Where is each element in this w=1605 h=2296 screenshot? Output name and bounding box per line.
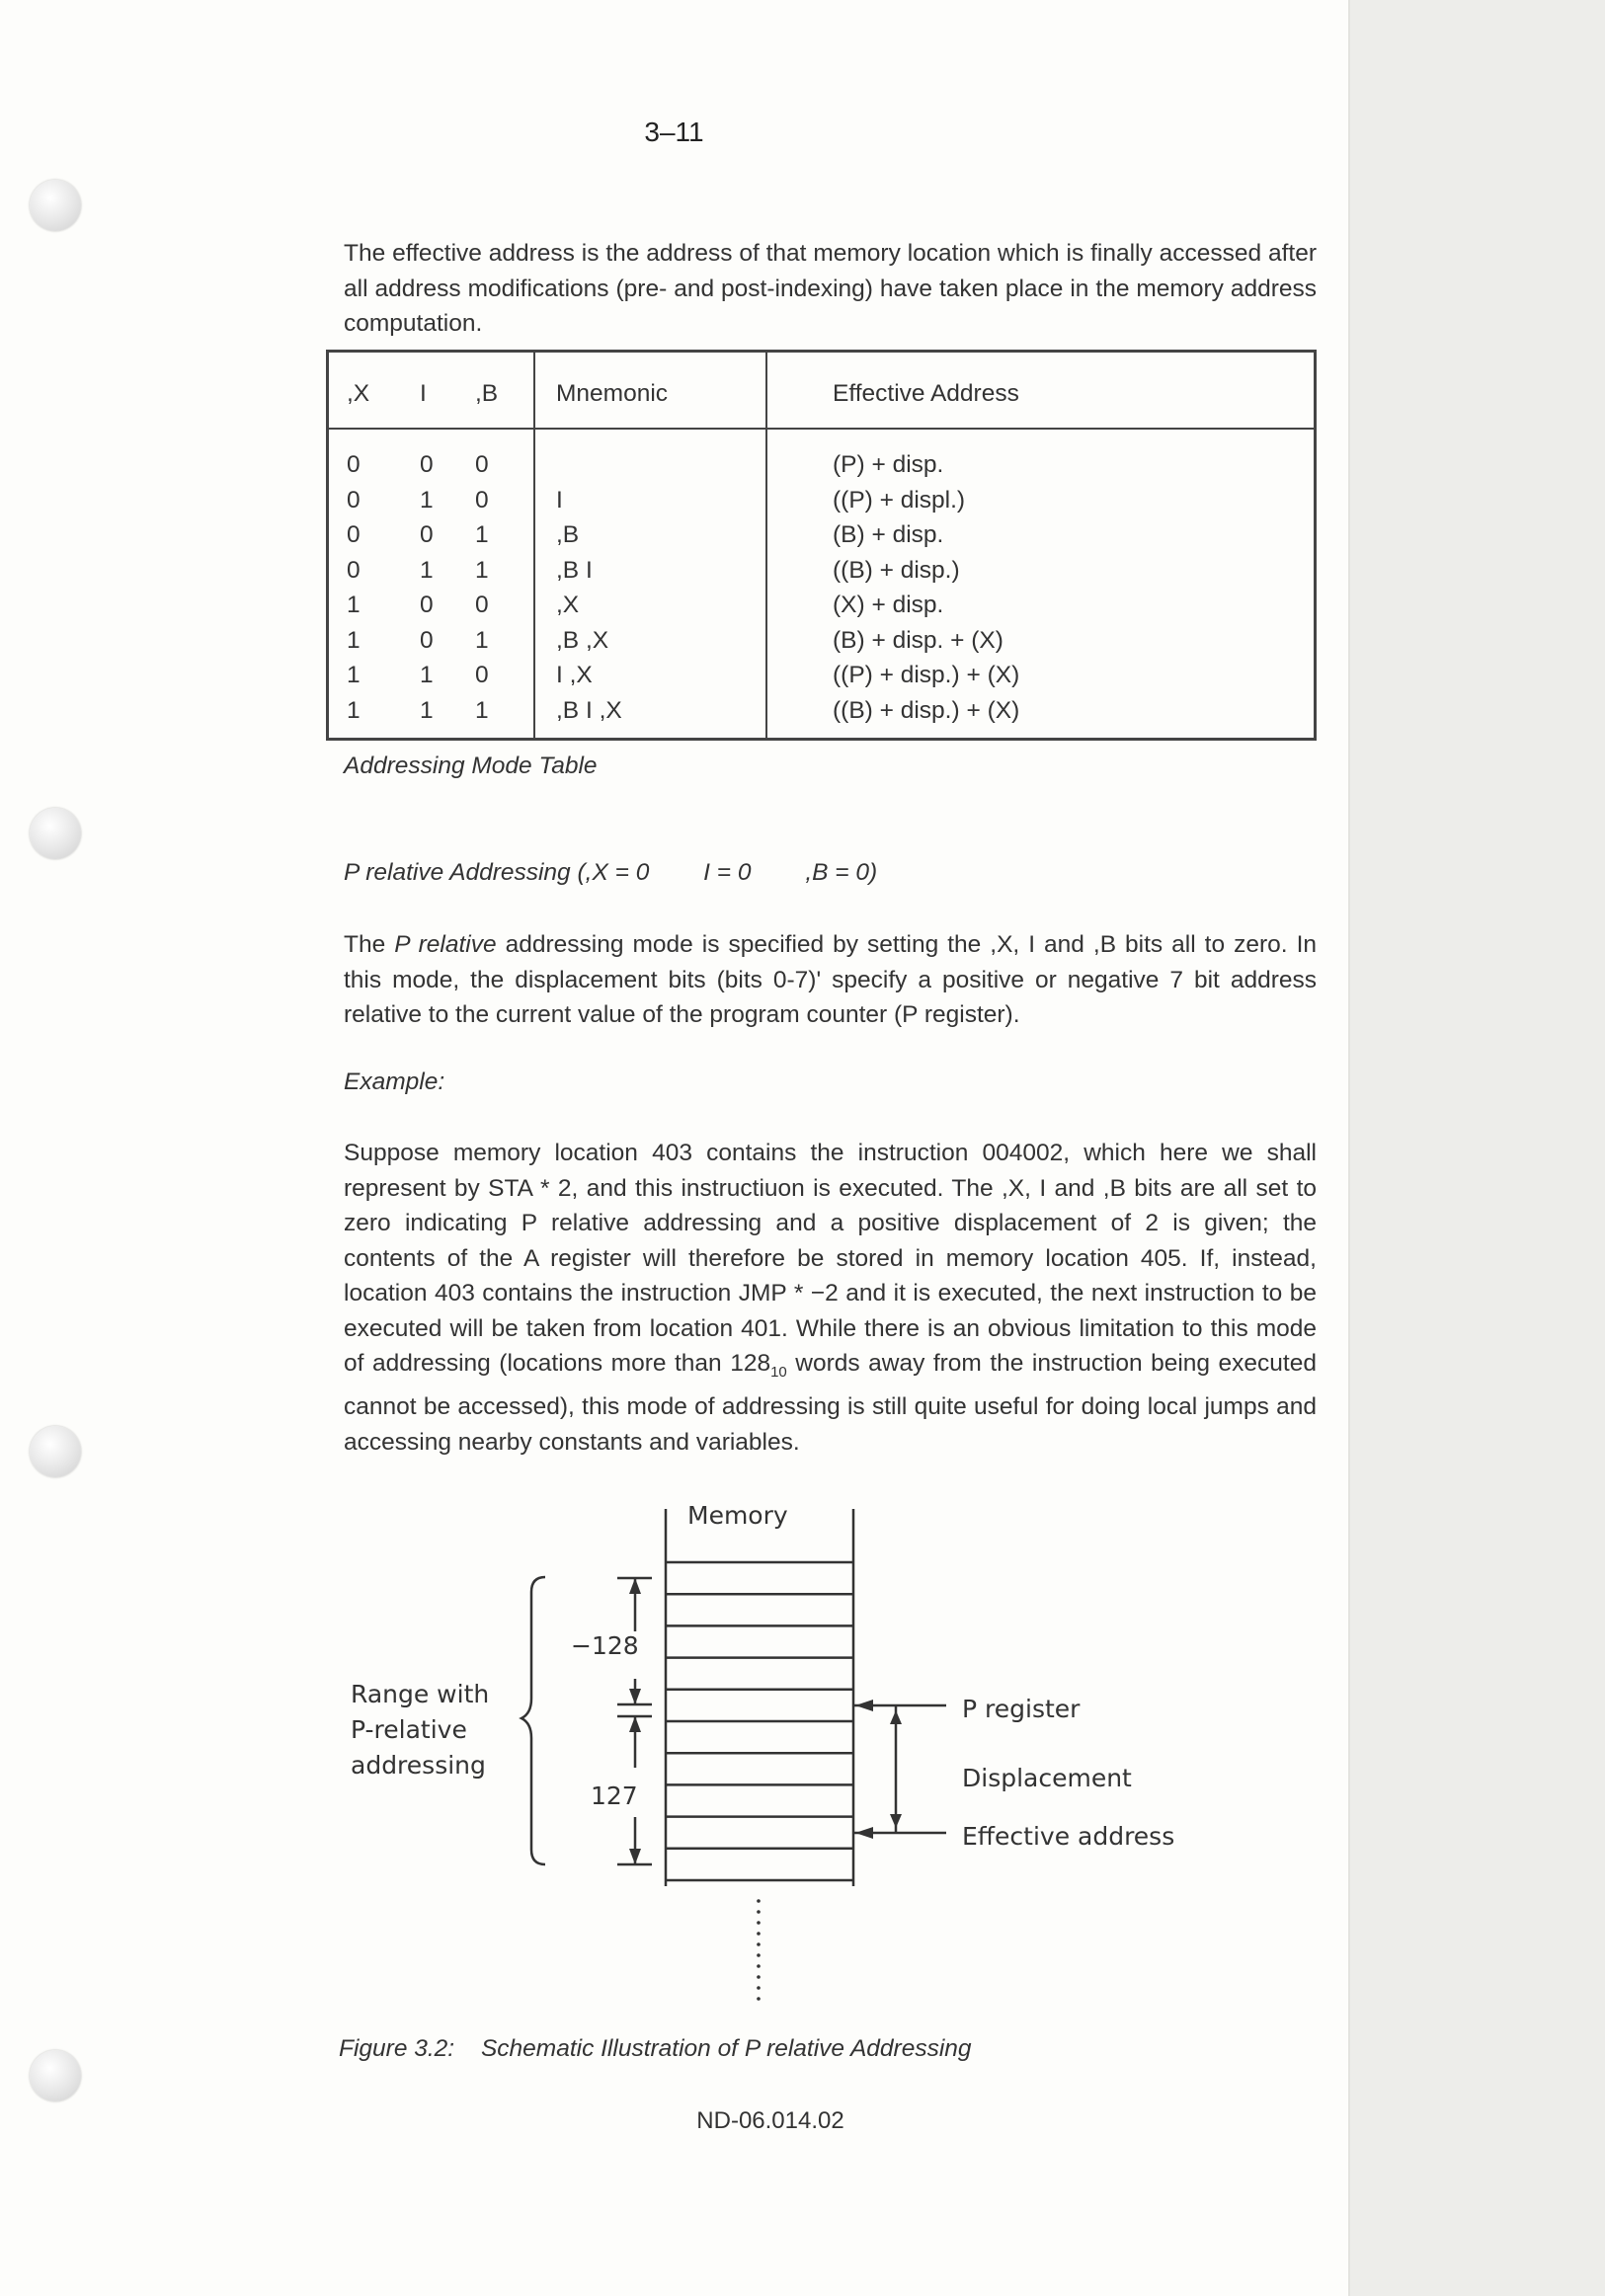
cell-effective-address: ((B) + disp.) + (X): [833, 696, 1020, 724]
header-x: ,X: [347, 380, 370, 407]
cell-i: 0: [420, 451, 434, 478]
continuation-dot: [757, 1921, 761, 1925]
range-label-line: addressing: [351, 1751, 486, 1780]
figure-number: Figure 3.2:: [339, 2035, 455, 2062]
range-label-line: P-relative: [351, 1715, 467, 1744]
figure-caption: [339, 2035, 972, 2063]
cell-mnemonic: ,B: [556, 521, 580, 548]
arrowhead: [855, 1827, 873, 1839]
table-header-rule: [329, 428, 1314, 430]
cell-x: 1: [347, 626, 361, 654]
cell-x: 1: [347, 662, 361, 688]
text-run: addressing mode is specified by setting the ,X, I and ,B bits all to zero. In this mode, the displacement bits (bits 0-7)' specify a positive or negative 7 bit address relative to the current value of the program counter (P register).: [344, 931, 1317, 1028]
cell-i: 1: [420, 696, 434, 724]
arrowhead: [890, 1814, 902, 1828]
p-register-label: P register: [962, 1695, 1081, 1723]
table-divider: [533, 353, 535, 738]
cell-b: 1: [475, 696, 489, 724]
cell-i: 0: [420, 592, 434, 618]
cell-x: 1: [347, 696, 361, 724]
continuation-dot: [757, 1975, 761, 1979]
displacement-label: Displacement: [962, 1764, 1132, 1792]
arrowhead: [890, 1710, 902, 1724]
page-number: 3–11: [644, 117, 704, 147]
italic-term: P relative: [394, 931, 497, 958]
header-mnemonic: Mnemonic: [556, 380, 669, 407]
p-relative-paragraph: [344, 927, 1317, 1033]
continuation-dot: [757, 1932, 761, 1936]
cell-x: 0: [347, 556, 361, 584]
page-edge: [1348, 0, 1605, 2296]
cell-i: 0: [420, 521, 434, 548]
continuation-dot: [757, 1910, 761, 1914]
arrowhead: [629, 1716, 641, 1732]
cell-mnemonic: I: [556, 486, 563, 514]
memory-continuation-dots: [757, 1899, 761, 2001]
cell-x: 1: [347, 592, 361, 618]
continuation-dot: [757, 1964, 761, 1968]
cell-effective-address: (B) + disp.: [833, 521, 944, 548]
continuation-dot: [757, 1997, 761, 2001]
cell-effective-address: ((P) + displ.): [833, 486, 966, 514]
memory-cells: [666, 1562, 853, 1880]
arrowhead: [629, 1578, 641, 1594]
cell-b: 1: [475, 521, 489, 548]
plus-range-label: 127: [591, 1781, 638, 1810]
intro-paragraph: The effective address is the address of that memory location which is finally accessed after all address modifications (pre- and post-indexing) have taken place in the memory address computation.: [344, 240, 1317, 337]
header-b: ,B: [475, 380, 499, 407]
binder-hole: [30, 808, 81, 859]
text-run: words away from the instruction being executed cannot be accessed), this mode of addressing is still quite useful for doing local jumps and accessing nearby constants and variables.: [344, 1350, 1317, 1456]
cell-effective-address: ((P) + disp.) + (X): [833, 662, 1020, 688]
cell-x: 0: [347, 451, 361, 478]
subscript: 10: [770, 1363, 787, 1381]
range-label-line: Range with: [351, 1680, 490, 1708]
section-heading: [344, 859, 877, 887]
cell-i: 1: [420, 486, 434, 514]
continuation-dot: [757, 1942, 761, 1946]
cell-mnemonic: ,X: [556, 592, 580, 618]
cell-x: 0: [347, 486, 361, 514]
binder-hole: [30, 1426, 81, 1477]
example-paragraph: [344, 1136, 1317, 1460]
continuation-dot: [757, 1953, 761, 1957]
range-brace: [522, 1577, 545, 1864]
table-divider: [765, 353, 767, 738]
cell-x: 0: [347, 521, 361, 548]
minus-range-label: −128: [571, 1631, 639, 1660]
binder-hole: [30, 2050, 81, 2101]
cell-mnemonic: I ,X: [556, 662, 593, 688]
text-run: The: [344, 931, 395, 958]
continuation-dot: [757, 1986, 761, 1990]
cell-i: 0: [420, 626, 434, 654]
cell-b: 0: [475, 592, 489, 618]
header-effective-address: Effective Address: [833, 380, 1019, 407]
cell-i: 1: [420, 662, 434, 688]
heading-part-2: I = 0: [703, 859, 752, 886]
cell-effective-address: (B) + disp. + (X): [833, 626, 1003, 654]
cell-mnemonic: ,B ,X: [556, 626, 609, 654]
cell-b: 1: [475, 556, 489, 584]
arrowhead: [629, 1689, 641, 1704]
cell-b: 0: [475, 451, 489, 478]
header-i: I: [420, 380, 427, 407]
effective-address-label: Effective address: [962, 1822, 1175, 1851]
cell-mnemonic: ,B I ,X: [556, 696, 622, 724]
cell-effective-address: (X) + disp.: [833, 592, 944, 618]
example-label: Example:: [344, 1069, 445, 1095]
document-footer: ND-06.014.02: [696, 2107, 844, 2134]
cell-b: 1: [475, 626, 489, 654]
table-caption: Addressing Mode Table: [344, 752, 598, 779]
text-run: Suppose memory location 403 contains the instruction 004002, which here we shall represent by STA * 2, and this instructiuon is executed. The ,X, I and ,B bits are all set to zero indicating P relative addressing and a positive displacement of 2 is given; the contents of the A register will therefore be stored in memory location 405. If, instead, location 403 contains the instruction JMP * −2 and it is executed, the next instruction to be executed will be taken from location 401. While there is an obvious limitation to this mode of addressing (locations more than 128: [344, 1140, 1317, 1377]
arrowhead: [629, 1849, 641, 1864]
range-label: [351, 1677, 489, 1783]
cell-effective-address: (P) + disp.: [833, 451, 944, 478]
figure-caption-text: Schematic Illustration of P relative Addressing: [480, 2035, 972, 2062]
cell-effective-address: ((B) + disp.): [833, 556, 960, 584]
heading-part-3: ,B = 0): [805, 859, 878, 886]
binder-hole: [30, 180, 81, 231]
memory-label: Memory: [687, 1501, 788, 1530]
arrowhead: [855, 1700, 873, 1711]
cell-mnemonic: ,B I: [556, 556, 593, 584]
cell-b: 0: [475, 486, 489, 514]
heading-part-1: P relative Addressing (,X = 0: [344, 859, 650, 886]
addressing-mode-table: [326, 350, 1317, 741]
cell-b: 0: [475, 662, 489, 688]
cell-i: 1: [420, 556, 434, 584]
continuation-dot: [757, 1899, 761, 1903]
